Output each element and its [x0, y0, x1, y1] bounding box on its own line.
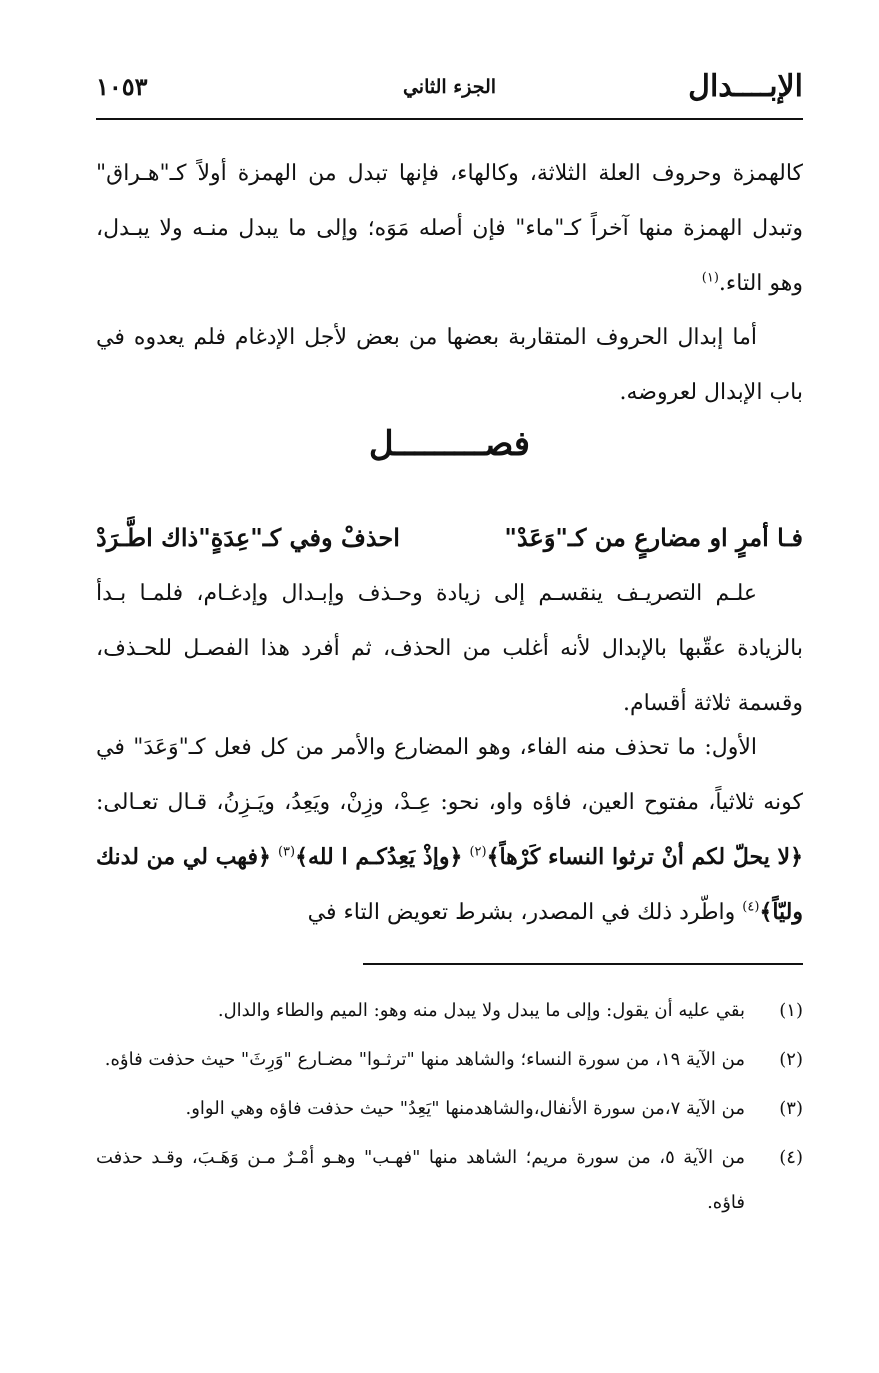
footnote-number: (٢)	[779, 1049, 803, 1070]
verse-first-hemistich: فـا أمرٍ او مضارعٍ من كـ"وَعَدْ"	[504, 523, 803, 552]
footnote-ref-4[interactable]: (٤)	[742, 899, 760, 915]
section-heading: فصـــــــــل	[368, 424, 531, 464]
volume-label: الجزء الثاني	[402, 76, 497, 98]
paragraph-1	[96, 146, 803, 311]
footnote-number: (٣)	[779, 1098, 803, 1119]
footnote-number: (١)	[779, 1000, 803, 1021]
footnote-ref-1[interactable]: (١)	[701, 270, 719, 286]
running-header	[96, 64, 803, 110]
paragraph-4-text-a: الأول: ما تحذف منه الفاء، وهو المضارع والأمر من كل فعل كـ"وَعَدَ" في كونه ثلاثياً، مفتوح العين، فاؤه واو، نحو: عِـدْ، وزِنْ، ويَعِدُ، ويَـزِنُ، قـال تعـالى:	[96, 735, 803, 815]
footnote-number: (٤)	[779, 1147, 803, 1168]
footnote-text: من الآية ٥، من سورة مريم؛ الشاهد منها "فهـب" وهـو أمْـرٌ مـن وَهَـبَ، وقـد حذفت فاؤه.	[96, 1147, 745, 1213]
footnote-ref-2[interactable]: (٢)	[469, 844, 487, 860]
verse-second-hemistich: احذفْ وفي كـ"عِدَةٍ"ذاك اطَّـرَدْ	[96, 523, 400, 552]
quran-quote-1: ﴿لا يحلّ لكم أنْ ترثوا النساء كَرْهاً﴾	[486, 844, 803, 870]
footnote-item	[96, 1135, 803, 1225]
poetry-verse	[96, 510, 803, 566]
paragraph-3: علـم التصريـف ينقسـم إلى زيادة وحـذف وإبـدال وإدغـام، فلمـا بـدأ بالزيادة عقّبها بالإبدال لأنه أغلب من الحذف، ثم أفرد هذا الفصـل للحـذف، وقسمة ثلاثة أقسام.	[96, 581, 803, 716]
footnote-separator	[363, 963, 803, 965]
footnotes-list	[96, 988, 803, 1229]
footnote-ref-3[interactable]: (٣)	[277, 844, 296, 860]
footnote-text: بقي عليه أن يقول: وإلى ما يبدل ولا يبدل منه وهو: الميم والطاء والدال.	[217, 1000, 745, 1021]
footnote-item	[96, 1086, 803, 1131]
header-rule	[96, 118, 803, 120]
footnote-text: من الآية ١٩، من سورة النساء؛ والشاهد منها "ترثـوا" مضـارع "وَرِثَ" حيث حذفت فاؤه.	[104, 1049, 745, 1070]
footnote-item	[96, 1037, 803, 1082]
paragraph-1-text: كالهمزة وحروف العلة الثلاثة، وكالهاء، فإنها تبدل من الهمزة أولاً كـ"هـراق" وتبدل الهمزة منها آخراً كـ"ماء" فإن أصله مَوَه؛ وإلى ما يبدل منـه ولا يبـدل، وهو التاء.	[96, 161, 803, 296]
quran-quote-2: ﴿وإذْ يَعِدُكـم ا لله﴾	[295, 844, 463, 870]
paragraph-4-text-b: واطّرد ذلك في المصدر، بشرط تعويض التاء في	[307, 900, 736, 925]
chapter-title: الإبــــدال	[688, 69, 803, 104]
quran-quote-3: ﴿فهب لي من لدنك وليّاً﴾	[96, 844, 803, 925]
footnote-item	[96, 988, 803, 1033]
paragraph-4	[96, 720, 803, 940]
paragraph-2: أما إبدال الحروف المتقاربة بعضها من بعض لأجل الإدغام فلم يعدوه في باب الإبدال لعروضه.	[96, 325, 803, 405]
page-number: ١٠٥٣	[96, 72, 148, 101]
footnote-text: من الآية ٧،من سورة الأنفال،والشاهدمنها "يَعِدُ" حيث حذفت فاؤه وهي الواو.	[185, 1098, 745, 1119]
